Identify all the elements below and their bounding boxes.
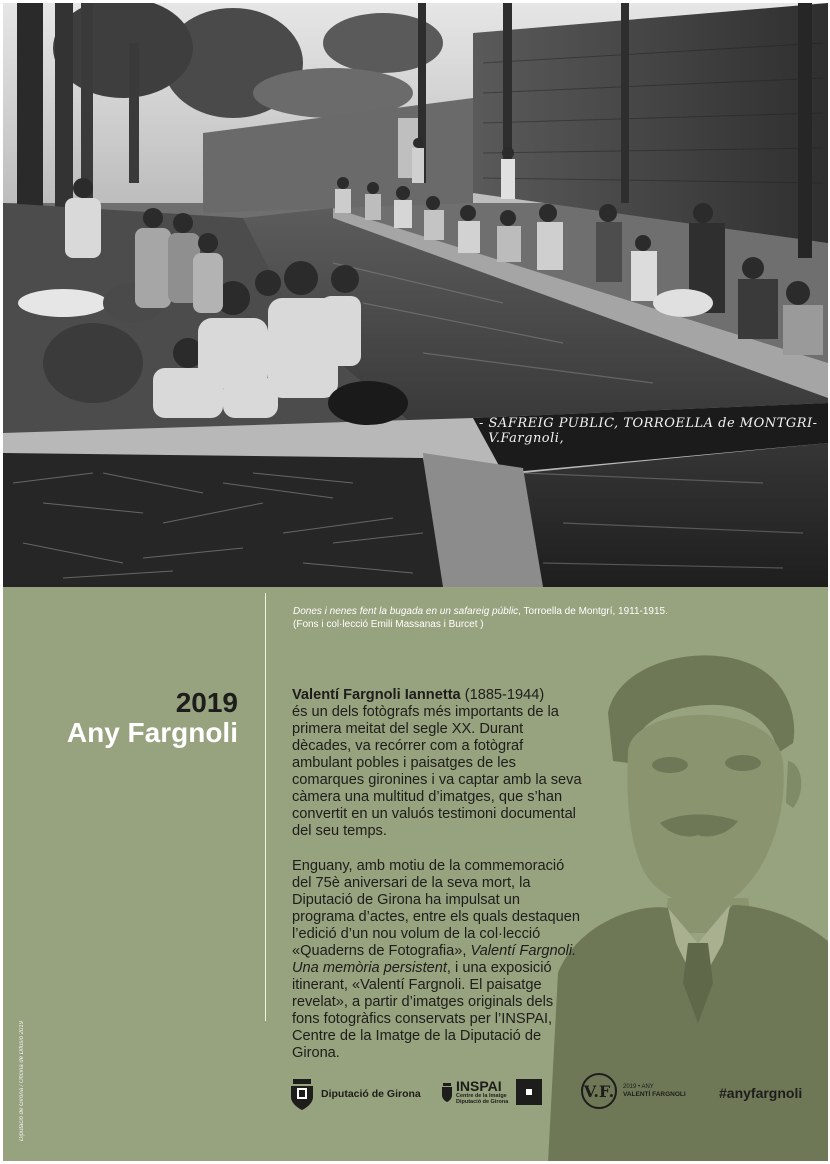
inspai-crest-icon <box>441 1081 453 1103</box>
diputacio-name: Diputació de Girona <box>321 1088 421 1100</box>
paragraph-1-text: és un dels fotògrafs més importants de la primera meitat del segle XX. Durant dècades, va recórrer com a fotògraf ambulant pobles i paisatges de les comarques gironines i va captar amb la seva càmera una multitud d’imatges, que s’han convertit en un valuós testimoni documental del seu temps. <box>292 704 582 839</box>
inspai-sub-2: Diputació de Girona <box>456 1099 509 1105</box>
hashtag: #anyfargnoli <box>719 1085 803 1101</box>
diputacio-crest-icon <box>289 1077 315 1111</box>
side-credit: Diputació de Girona / Oficina de Difusió 2019 <box>19 1020 25 1141</box>
inspai-square-icon <box>516 1079 542 1105</box>
vf-line-1: 2019 • ANY <box>623 1084 654 1090</box>
caption-place-date: , Torroella de Montgrí, 1911-1915. <box>518 606 668 617</box>
caption-title: Dones i nenes fent la bugada en un safareig públic <box>293 606 519 617</box>
photographer-dates: (1885-1944) <box>460 687 545 703</box>
poster <box>3 3 828 1161</box>
diputacio-logo <box>289 1077 421 1111</box>
inspai-name: INSPAI <box>456 1078 502 1094</box>
vertical-divider <box>265 593 266 1021</box>
vf-logo <box>581 1073 686 1109</box>
paragraph-1 <box>292 687 582 840</box>
photographer-name: Valentí Fargnoli Iannetta <box>292 687 461 703</box>
inscription-line-2: V.Fargnoli, <box>488 431 565 446</box>
inspai-sub-1: Centre de la Imatge <box>456 1093 507 1099</box>
body-text <box>292 687 582 1080</box>
vf-circle-icon: V.F. <box>581 1073 617 1109</box>
historical-photo <box>3 3 828 587</box>
event-title <box>67 688 238 748</box>
paragraph-2-start: Enguany, amb motiu de la commemoració del 75è aniversari de la seva mort, la Diputació de Girona ha impulsat un programa d’actes, entre els quals destaquen l’edició d’un nou volum de la col·lecció «Quaderns de Fotografia», <box>292 858 580 959</box>
vf-line-2: VALENTÍ FARGNOLI <box>623 1091 686 1098</box>
inspai-logo <box>441 1079 542 1105</box>
book-title: Valentí Fargnoli. Una memòria persistent <box>292 943 577 976</box>
caption-credit: (Fons i col·lecció Emili Massanas i Burcet ) <box>293 619 484 630</box>
paragraph-2-end: , i una exposició itinerant, «Valentí Fargnoli. El paisatge revelat», a partir d’imatges originals dels fons fotogràfics conservats per l’INSPAI, Centre de la Imatge de la Diputació de Girona. <box>292 960 554 1061</box>
inscription-line-1: - SAFREIG PUBLIC, TORROELLA de MONTGRI- <box>479 416 818 431</box>
photo-caption <box>293 605 813 631</box>
photo-inscription <box>479 416 818 446</box>
photo-illustration <box>3 3 828 587</box>
title-year: 2019 <box>175 687 238 718</box>
title-name: Any Fargnoli <box>66 717 238 748</box>
paragraph-2 <box>292 858 582 1062</box>
